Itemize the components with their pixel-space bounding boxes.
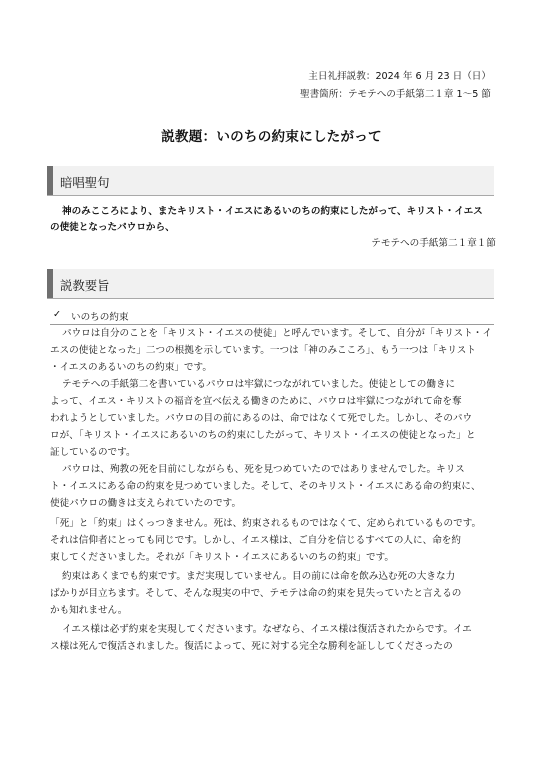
body-line: われようとしていました。パウロの目の前にあるのは、命ではなくて死でした。しかし、そのパウ [50, 413, 473, 424]
body-line: 「死」と「約束」はくっつきません。死は、約束されるものではなくて、定められているものです。 [50, 518, 482, 529]
scripture-reference: 聖書箇所：テモテへの手紙第二１章 1～5 節 [300, 89, 491, 100]
service-date: 主日礼拝説教：2024 年 6 月 23 日（日） [308, 71, 491, 82]
body-line: かも知れません。 [50, 605, 128, 616]
body-line: それは信仰者にとっても同じです。しかし、イエス様は、ご自分を信じるすべての人に、命を約 [50, 535, 461, 546]
subheading-label: いのちの約束 [71, 312, 129, 323]
subheading-promise-of-life [50, 309, 494, 325]
body-line: パウロは自分のことを「キリスト・イエスの使徒」と呼んでいます。そして、自分が「キリスト・イ [62, 328, 492, 339]
sermon-title: 説教題：いのちの約束にしたがって [161, 129, 382, 145]
body-line: ス様は死んで復活されました。復活によって、死に対する完全な勝利を証ししてくださったの [50, 641, 453, 652]
body-line: 使徒パウロの働きは支えられていたのです。 [50, 498, 242, 509]
body-line: ・イエスのあるいのちの約束」です。 [50, 362, 212, 373]
body-line: 約束はあくまでも約束です。まだ実現していません。目の前には命を飲み込む死の大きな力 [62, 571, 456, 582]
recitation-heading [47, 166, 494, 196]
summary-heading [47, 269, 494, 299]
body-line: ばかりが目立ちます。そして、そんな現実の中で、テモテは命の約束を見失っていたと言えるの [50, 588, 462, 599]
recitation-line: の使徒となったパウロから、 [50, 222, 175, 233]
body-line: ロが、「キリスト・イエスにあるいのちの約束にしたがって、キリスト・イエスの使徒となった」と [50, 430, 476, 441]
check-icon: ✓ [53, 309, 62, 320]
body-line: ト・イエスにある命の約束を見つめていました。そして、そのキリスト・イエスにある命の約束に、 [50, 481, 481, 492]
body-line: イエス様は必ず約束を実現してくださいます。なぜなら、イエス様は復活されたからです。イエ [62, 624, 472, 635]
summary-heading-label: 説教要旨 [60, 278, 110, 293]
body-line: よって、イエス・キリストの福音を宣べ伝える働きのために、パウロは牢獄につながれて命を奪 [50, 396, 462, 407]
body-line: テモテへの手紙第二を書いているパウロは牢獄につながれていました。使徒としての働きに [62, 379, 456, 390]
body-line: 証しているのです。 [50, 447, 136, 458]
recitation-line: 神のみこころにより、またキリスト・イエスにあるいのちの約束にしたがって、キリスト・イエス [62, 206, 483, 217]
body-line: エスの使徒となった」二つの根拠を示しています。一つは「神のみこころ」、もう一つは「キリスト [50, 345, 476, 356]
body-line: 束してくださいました。それが「キリスト・イエスにあるいのちの約束」です。 [50, 552, 395, 563]
body-line: パウロは、殉教の死を目前にしながらも、死を見つめていたのではありませんでした。キリス [62, 464, 465, 475]
heading-bar [47, 269, 53, 298]
heading-bar [47, 166, 53, 195]
recitation-citation: テモテへの手紙第二１章１節 [371, 238, 496, 249]
recitation-heading-label: 暗唱聖句 [60, 175, 110, 190]
